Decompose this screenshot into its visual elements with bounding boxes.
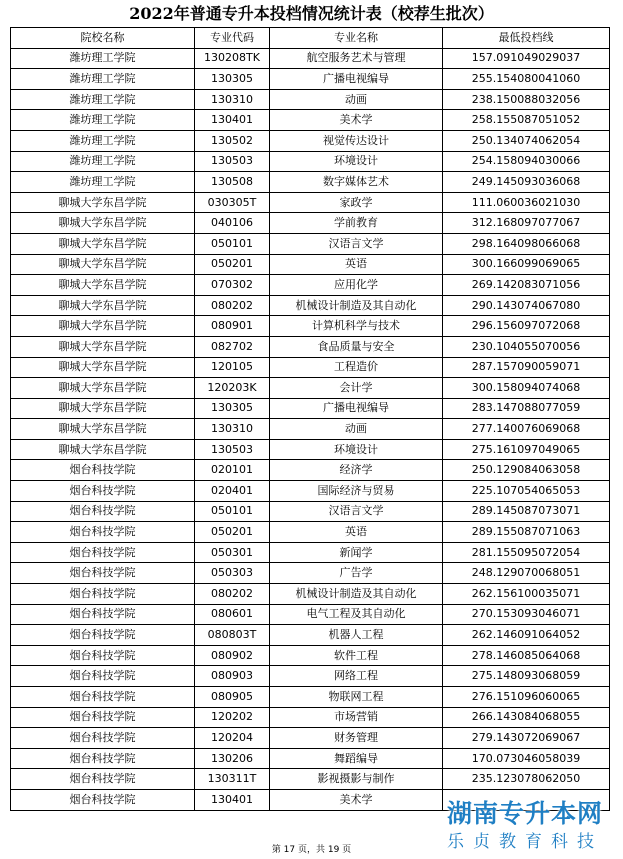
table-row	[11, 130, 610, 151]
table-row	[11, 604, 610, 625]
min-score-cell: 230.104055070056	[443, 336, 610, 357]
min-score-cell: 278.146085064068	[443, 645, 610, 666]
major-code-cell: 130310	[195, 89, 270, 110]
major-name-cell: 软件工程	[270, 645, 443, 666]
major-code-cell: 130305	[195, 398, 270, 419]
school-cell: 烟台科技学院	[11, 728, 195, 749]
major-name-cell: 环境设计	[270, 151, 443, 172]
major-code-cell: 040106	[195, 213, 270, 234]
school-cell: 聊城大学东昌学院	[11, 295, 195, 316]
table-row	[11, 584, 610, 605]
major-name-cell: 家政学	[270, 192, 443, 213]
major-name-cell: 经济学	[270, 460, 443, 481]
min-score-cell: 258.155087051052	[443, 110, 610, 131]
header-major-code: 专业代码	[195, 28, 270, 49]
major-name-cell: 英语	[270, 522, 443, 543]
major-name-cell: 广告学	[270, 563, 443, 584]
school-cell: 烟台科技学院	[11, 748, 195, 769]
admission-table	[10, 27, 610, 811]
school-cell: 潍坊理工学院	[11, 89, 195, 110]
table-row	[11, 439, 610, 460]
min-score-cell: 269.142083071056	[443, 275, 610, 296]
major-code-cell: 050101	[195, 501, 270, 522]
major-code-cell: 120202	[195, 707, 270, 728]
major-code-cell: 080202	[195, 295, 270, 316]
major-code-cell: 130503	[195, 151, 270, 172]
table-header-row	[11, 28, 610, 49]
min-score-cell: 300.166099069065	[443, 254, 610, 275]
min-score-cell: 287.157090059071	[443, 357, 610, 378]
major-name-cell: 英语	[270, 254, 443, 275]
major-code-cell: 080901	[195, 316, 270, 337]
min-score-cell: 254.158094030066	[443, 151, 610, 172]
table-row	[11, 398, 610, 419]
min-score-cell: 296.156097072068	[443, 316, 610, 337]
school-cell: 聊城大学东昌学院	[11, 357, 195, 378]
table-row	[11, 48, 610, 69]
table-row	[11, 460, 610, 481]
page-number: 第 17 页，共 19 页	[271, 845, 352, 855]
min-score-cell: 250.134074062054	[443, 130, 610, 151]
table-row	[11, 192, 610, 213]
school-cell: 聊城大学东昌学院	[11, 398, 195, 419]
min-score-cell: 283.147088077059	[443, 398, 610, 419]
min-score-cell: 262.146091064052	[443, 625, 610, 646]
table-row	[11, 316, 610, 337]
major-code-cell: 130401	[195, 789, 270, 810]
min-score-cell: 157.091049029037	[443, 48, 610, 69]
school-cell: 聊城大学东昌学院	[11, 336, 195, 357]
major-code-cell: 130502	[195, 130, 270, 151]
header-major-name: 专业名称	[270, 28, 443, 49]
table-row	[11, 151, 610, 172]
school-cell: 烟台科技学院	[11, 542, 195, 563]
school-cell: 烟台科技学院	[11, 481, 195, 502]
major-code-cell: 080905	[195, 687, 270, 708]
major-code-cell: 080902	[195, 645, 270, 666]
major-name-cell: 食品质量与安全	[270, 336, 443, 357]
school-cell: 烟台科技学院	[11, 666, 195, 687]
school-cell: 烟台科技学院	[11, 625, 195, 646]
major-code-cell: 080601	[195, 604, 270, 625]
major-code-cell: 020101	[195, 460, 270, 481]
min-score-cell: 266.143084068055	[443, 707, 610, 728]
major-code-cell: 130206	[195, 748, 270, 769]
table-row	[11, 645, 610, 666]
major-name-cell: 汉语言文学	[270, 233, 443, 254]
major-code-cell: 050301	[195, 542, 270, 563]
major-name-cell: 航空服务艺术与管理	[270, 48, 443, 69]
table-row	[11, 666, 610, 687]
min-score-cell: 300.158094074068	[443, 378, 610, 399]
major-code-cell: 030305T	[195, 192, 270, 213]
table-row	[11, 275, 610, 296]
major-code-cell: 130208TK	[195, 48, 270, 69]
table-row	[11, 625, 610, 646]
min-score-cell: 276.151096060065	[443, 687, 610, 708]
major-code-cell: 130305	[195, 69, 270, 90]
min-score-cell: 290.143074067080	[443, 295, 610, 316]
school-cell: 聊城大学东昌学院	[11, 192, 195, 213]
major-code-cell: 130311T	[195, 769, 270, 790]
school-cell: 烟台科技学院	[11, 645, 195, 666]
major-code-cell: 020401	[195, 481, 270, 502]
min-score-cell: 298.164098066068	[443, 233, 610, 254]
table-body	[11, 48, 610, 810]
major-name-cell: 广播电视编导	[270, 398, 443, 419]
school-cell: 潍坊理工学院	[11, 172, 195, 193]
school-cell: 潍坊理工学院	[11, 48, 195, 69]
major-code-cell: 130503	[195, 439, 270, 460]
school-cell: 烟台科技学院	[11, 604, 195, 625]
major-code-cell: 120204	[195, 728, 270, 749]
major-code-cell: 130310	[195, 419, 270, 440]
major-name-cell: 财务管理	[270, 728, 443, 749]
major-code-cell: 120105	[195, 357, 270, 378]
min-score-cell: 170.073046058039	[443, 748, 610, 769]
min-score-cell: 248.129070068051	[443, 563, 610, 584]
table-row	[11, 357, 610, 378]
major-name-cell: 动画	[270, 89, 443, 110]
school-cell: 聊城大学东昌学院	[11, 419, 195, 440]
header-school: 院校名称	[11, 28, 195, 49]
major-code-cell: 080803T	[195, 625, 270, 646]
major-name-cell: 环境设计	[270, 439, 443, 460]
table-row	[11, 748, 610, 769]
min-score-cell: 255.154080041060	[443, 69, 610, 90]
table-row	[11, 563, 610, 584]
min-score-cell: 235.123078062050	[443, 769, 610, 790]
table-row	[11, 233, 610, 254]
table-row	[11, 728, 610, 749]
header-min-score: 最低投档线	[443, 28, 610, 49]
school-cell: 潍坊理工学院	[11, 151, 195, 172]
school-cell: 聊城大学东昌学院	[11, 233, 195, 254]
min-score-cell: 279.143072069067	[443, 728, 610, 749]
major-name-cell: 美术学	[270, 110, 443, 131]
school-cell: 聊城大学东昌学院	[11, 378, 195, 399]
major-name-cell: 新闻学	[270, 542, 443, 563]
major-name-cell: 应用化学	[270, 275, 443, 296]
table-row	[11, 69, 610, 90]
table-row	[11, 110, 610, 131]
major-code-cell: 050201	[195, 522, 270, 543]
major-name-cell: 视觉传达设计	[270, 130, 443, 151]
table-row	[11, 542, 610, 563]
school-cell: 烟台科技学院	[11, 522, 195, 543]
watermark-title: 湖南专升本网	[446, 799, 603, 828]
table-row	[11, 501, 610, 522]
school-cell: 烟台科技学院	[11, 707, 195, 728]
min-score-cell: 289.155087071063	[443, 522, 610, 543]
min-score-cell: 249.145093036068	[443, 172, 610, 193]
table-row	[11, 687, 610, 708]
table-row	[11, 213, 610, 234]
major-name-cell: 会计学	[270, 378, 443, 399]
major-code-cell: 082702	[195, 336, 270, 357]
major-name-cell: 动画	[270, 419, 443, 440]
major-name-cell: 广播电视编导	[270, 69, 443, 90]
school-cell: 烟台科技学院	[11, 789, 195, 810]
major-code-cell: 130401	[195, 110, 270, 131]
school-cell: 烟台科技学院	[11, 501, 195, 522]
school-cell: 聊城大学东昌学院	[11, 316, 195, 337]
school-cell: 聊城大学东昌学院	[11, 439, 195, 460]
school-cell: 潍坊理工学院	[11, 69, 195, 90]
major-code-cell: 120203K	[195, 378, 270, 399]
major-code-cell: 050201	[195, 254, 270, 275]
school-cell: 烟台科技学院	[11, 687, 195, 708]
min-score-cell: 275.148093068059	[443, 666, 610, 687]
major-name-cell: 机械设计制造及其自动化	[270, 295, 443, 316]
major-code-cell: 050303	[195, 563, 270, 584]
school-cell: 烟台科技学院	[11, 460, 195, 481]
major-name-cell: 市场营销	[270, 707, 443, 728]
table-row	[11, 336, 610, 357]
major-name-cell: 机器人工程	[270, 625, 443, 646]
table-row	[11, 378, 610, 399]
table-row	[11, 295, 610, 316]
major-name-cell: 数字媒体艺术	[270, 172, 443, 193]
table-row	[11, 172, 610, 193]
major-name-cell: 影视摄影与制作	[270, 769, 443, 790]
major-name-cell: 美术学	[270, 789, 443, 810]
school-cell: 聊城大学东昌学院	[11, 275, 195, 296]
min-score-cell: 225.107054065053	[443, 481, 610, 502]
major-code-cell: 130508	[195, 172, 270, 193]
min-score-cell: 262.156100035071	[443, 584, 610, 605]
major-code-cell: 080202	[195, 584, 270, 605]
min-score-cell: 275.161097049065	[443, 439, 610, 460]
school-cell: 潍坊理工学院	[11, 130, 195, 151]
major-name-cell: 汉语言文学	[270, 501, 443, 522]
table-row	[11, 419, 610, 440]
school-cell: 烟台科技学院	[11, 563, 195, 584]
min-score-cell: 111.060036021030	[443, 192, 610, 213]
school-cell: 烟台科技学院	[11, 769, 195, 790]
school-cell: 聊城大学东昌学院	[11, 254, 195, 275]
school-cell: 烟台科技学院	[11, 584, 195, 605]
watermark-subtitle: 乐贞教育科技	[447, 832, 603, 852]
major-code-cell: 070302	[195, 275, 270, 296]
min-score-cell: 277.140076069068	[443, 419, 610, 440]
min-score-cell: 270.153093046071	[443, 604, 610, 625]
min-score-cell: 281.155095072054	[443, 542, 610, 563]
major-name-cell: 网络工程	[270, 666, 443, 687]
table-row	[11, 522, 610, 543]
major-code-cell: 050101	[195, 233, 270, 254]
major-name-cell: 工程造价	[270, 357, 443, 378]
major-name-cell: 物联网工程	[270, 687, 443, 708]
school-cell: 潍坊理工学院	[11, 110, 195, 131]
major-name-cell: 舞蹈编导	[270, 748, 443, 769]
table-row	[11, 769, 610, 790]
major-name-cell: 电气工程及其自动化	[270, 604, 443, 625]
min-score-cell: 238.150088032056	[443, 89, 610, 110]
watermark-logo	[430, 798, 620, 856]
min-score-cell: 312.168097077067	[443, 213, 610, 234]
major-code-cell: 080903	[195, 666, 270, 687]
page-title: 2022年普通专升本投档情况统计表（校荐生批次）	[129, 4, 494, 23]
table-row	[11, 89, 610, 110]
min-score-cell: 289.145087073071	[443, 501, 610, 522]
major-name-cell: 计算机科学与技术	[270, 316, 443, 337]
major-name-cell: 国际经济与贸易	[270, 481, 443, 502]
school-cell: 聊城大学东昌学院	[11, 213, 195, 234]
table-row	[11, 707, 610, 728]
major-name-cell: 学前教育	[270, 213, 443, 234]
min-score-cell: 250.129084063058	[443, 460, 610, 481]
major-name-cell: 机械设计制造及其自动化	[270, 584, 443, 605]
table-row	[11, 481, 610, 502]
table-row	[11, 254, 610, 275]
